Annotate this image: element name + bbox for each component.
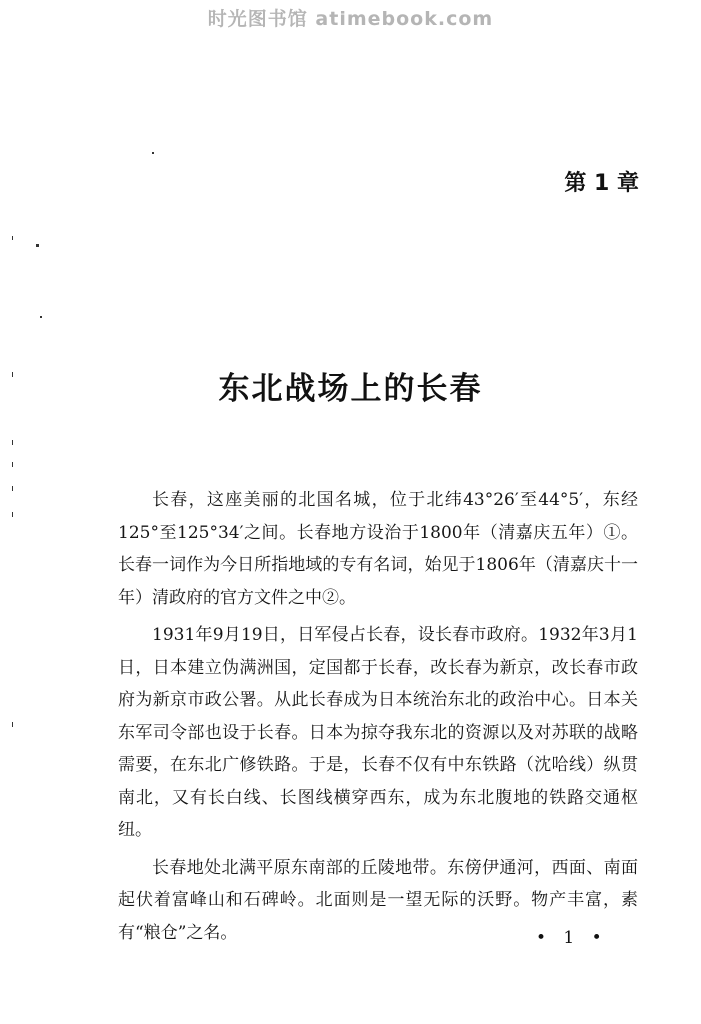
scan-speck: [36, 244, 39, 247]
paragraph: 长春，这座美丽的北国名城，位于北纬43°26′至44°5′，东经125°至125°34′之间。长春地方设治于1800年（清嘉庆五年）①。长春一词作为今日所指地域的专有名词，始见于1806年（清嘉庆十一年）清政府的官方文件之中②。: [118, 490, 638, 608]
scan-speck: [152, 152, 154, 154]
chapter-title: 东北战场上的长春: [218, 371, 483, 407]
scan-speck: [12, 462, 13, 467]
scan-speck: [12, 722, 13, 727]
paragraph: 长春地处北满平原东南部的丘陵地带。东傍伊通河，西面、南面起伏着富峰山和石碑岭。北面则是一望无际的沃野。物产丰富，素有“粮仓”之名。: [118, 857, 638, 943]
scan-speck: [12, 372, 13, 377]
chapter-label: 第 1 章: [564, 171, 639, 196]
body-text: [118, 484, 638, 949]
scan-speck: [12, 512, 13, 517]
scan-speck: [12, 236, 13, 240]
page-number: • 1 •: [536, 928, 608, 948]
paragraph: 1931年9月19日，日军侵占长春，设长春市政府。1932年3月1日，日本建立伪满洲国，定国都于长春，改长春为新京，改长春市政府为新京市政公署。从此长春成为日本统治东北的政治中心。日本关东军司令部也设于长春。日本为掠夺我东北的资源以及对苏联的战略需要，在东北广修铁路。于是，长春不仅有中东铁路（沈哈线）纵贯南北，又有长白线、长图线横穿西东，成为东北腹地的铁路交通枢纽。: [118, 625, 638, 840]
scan-speck: [12, 440, 13, 445]
scan-speck: [12, 486, 13, 491]
watermark: 时光图书馆 atimebook.com: [207, 8, 494, 30]
scan-speck: [40, 316, 42, 318]
